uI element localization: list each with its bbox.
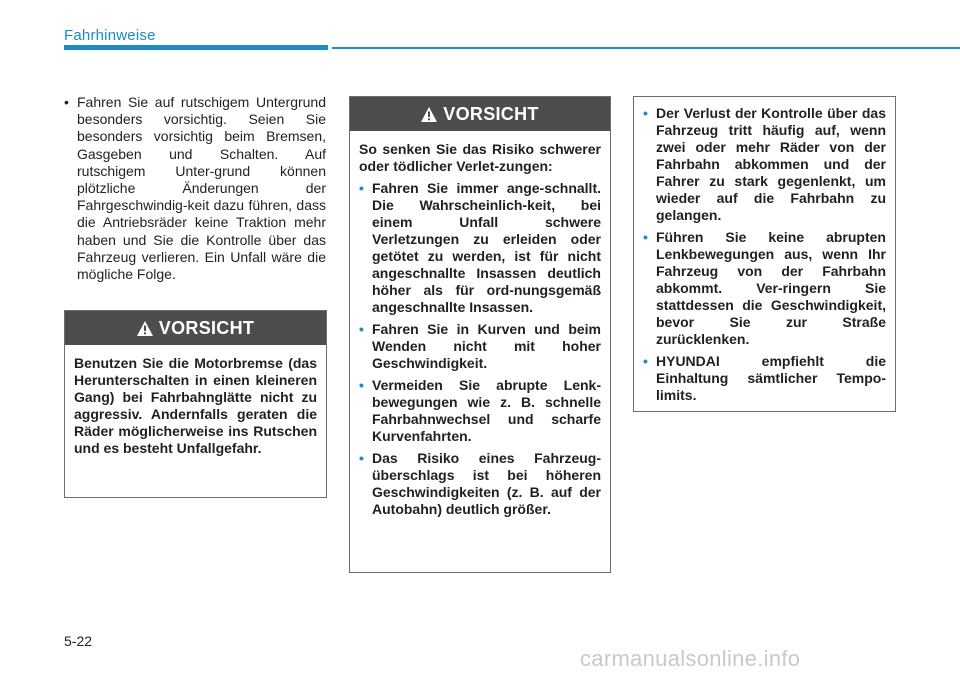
list-item-text: Der Verlust der Kontrolle über das Fahrzeug tritt häufig auf, wenn zwei oder mehr Räder von der Fahrbahn abkommen und der Fahrer zu stark gegenlenkt, um wieder auf die Fahrbahn zu gelangen. <box>656 105 886 223</box>
bullet: • <box>359 180 364 196</box>
list-item <box>359 321 601 372</box>
list-item-text: Vermeiden Sie abrupte Lenk-bewegungen wie z. B. schnelle Fahrbahnwechsel und scharfe Kurvenfahrten. <box>372 377 601 444</box>
bullet: • <box>643 229 648 245</box>
caution-header <box>65 311 326 345</box>
caution-header <box>350 97 610 131</box>
warning-triangle-icon <box>137 321 153 336</box>
list-item-text: Fahren Sie in Kurven und beim Wenden nicht mit hoher Geschwindigkeit. <box>372 321 601 371</box>
list-item-text: Führen Sie keine abrupten Lenkbewegungen aus, wenn Ihr Fahrzeug von der Fahrbahn abkommt. Ver-ringern Sie stattdessen die Geschwindigkeit, bevor Sie zur Straße zurücklenken. <box>656 229 886 347</box>
caution-heading: VORSICHT <box>443 103 539 124</box>
left-column-text <box>64 94 326 283</box>
caution-heading: VORSICHT <box>158 317 255 338</box>
watermark: carmanualsonline.info <box>580 646 801 671</box>
paragraph: Fahren Sie auf rutschigem Untergrund besonders vorsichtig. Seien Sie besonders vorsichtig beim Bremsen, Gasgeben und Schalten. Auf rutschigem Unter-grund können plötzliche Änderungen der Fahrgeschwindig-keit dazu führen, dass die Antriebsräder keine Traktion mehr haben und Sie die Kontrolle über das Fahrzeug verlieren. Ein Unfall wäre die mögliche Folge. <box>77 94 326 283</box>
list-item-text: Fahren Sie immer ange-schnallt. Die Wahrscheinlich-keit, bei einem Unfall schwere Verletzungen zu erleiden oder getötet zu werden, ist für nicht angeschnallte Insassen deutlich höher als für ord-nungsgemäß angeschnallte Insassen. <box>372 180 601 315</box>
page-number: 5-22 <box>64 633 93 649</box>
list-item <box>359 377 601 445</box>
list-item <box>643 105 886 224</box>
list-item <box>359 180 601 316</box>
list-item-text: Das Risiko eines Fahrzeug-überschlags ist bei höheren Geschwindigkeiten (z. B. auf der Autobahn) deutlich größer. <box>372 450 601 517</box>
list-item <box>643 353 886 404</box>
caution-text: Benutzen Sie die Motorbremse (das Herunterschalten in einen kleineren Gang) bei Fahrbahnglätte nicht zu aggressiv. Andernfalls geraten die Räder möglicherweise ins Rutschen und es besteht Unfallgefahr. <box>74 355 317 456</box>
header-bar-thin <box>332 47 960 49</box>
bullet: • <box>64 94 69 110</box>
caution-intro: So senken Sie das Risiko schwerer oder tödlicher Verlet-zungen: <box>359 141 601 174</box>
list-item <box>359 450 601 518</box>
list-item-text: HYUNDAI empfiehlt die Einhaltung sämtlicher Tempo-limits. <box>656 353 886 403</box>
caution-box-left <box>64 310 327 498</box>
caution-box-right <box>633 96 896 412</box>
warning-triangle-icon <box>421 107 437 122</box>
bullet: • <box>359 321 364 337</box>
bullet: • <box>359 450 364 466</box>
bullet: • <box>643 353 648 369</box>
section-title: Fahrhinweise <box>64 27 156 44</box>
bullet: • <box>643 105 648 121</box>
list-item <box>64 94 326 283</box>
header-bar-thick <box>64 45 328 50</box>
bullet: • <box>359 377 364 393</box>
list-item <box>643 229 886 348</box>
caution-box-middle <box>349 96 611 573</box>
